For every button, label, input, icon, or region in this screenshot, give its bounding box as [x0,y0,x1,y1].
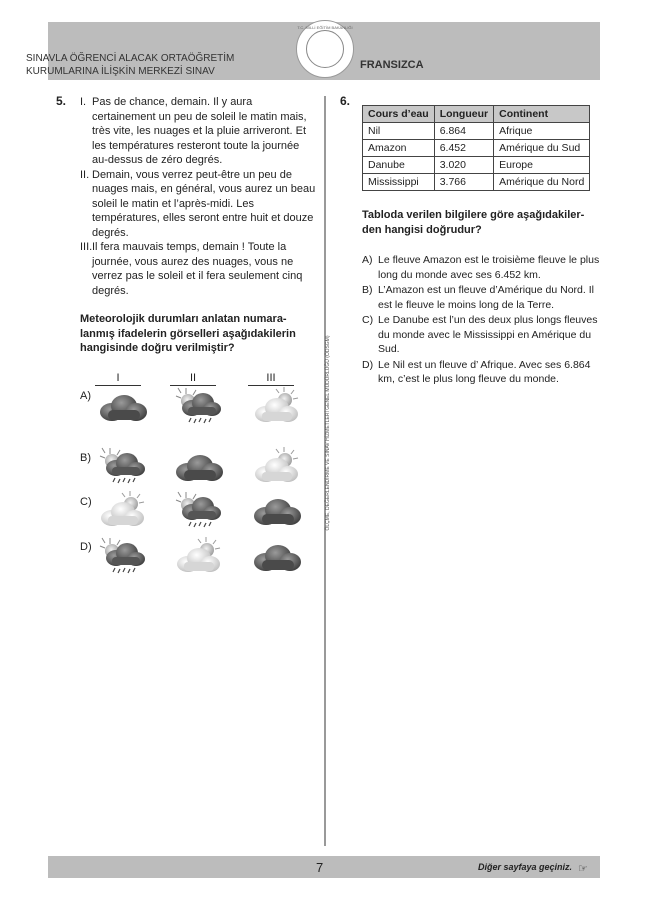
option-label: A) [362,254,373,266]
statement-label: III. [80,241,93,253]
option-d[interactable] [362,358,602,387]
question-6-prompt: Tabloda verilen bilgilere göre aşağıdakiler-den hangisi doğrudur? [362,209,585,236]
cloud-dark-icon [250,536,302,576]
sun-cloud-icon [96,490,148,530]
statement-2 [80,168,318,241]
option-b-label[interactable]: B) [80,452,91,464]
table-cell: Europe [494,157,590,174]
option-a[interactable] [362,253,602,282]
subject-title: FRANSIZCA [360,59,424,71]
question-6-options [362,253,602,388]
table-cell: Amérique du Nord [494,174,590,191]
table-cell: Danube [363,157,435,174]
emblem-text: T.C. MİLLİ EĞİTİM BAKANLIĞI [297,25,353,30]
table-row [363,157,590,174]
statement-3 [80,240,318,298]
sun-cloud-rain-icon [172,490,224,530]
table-cell: 3.766 [434,174,493,191]
cloud-dark-icon [172,446,224,486]
table-header: Cours d’eau [363,106,435,123]
table-row [363,174,590,191]
sun-cloud-icon [250,386,302,426]
table-row [363,140,590,157]
sun-cloud-icon [250,446,302,486]
table-cell: 6.452 [434,140,493,157]
pointing-hand-icon: ☞ [578,863,588,875]
statement-label: I. [80,96,87,108]
table-cell: Mississippi [363,174,435,191]
ministry-emblem [296,20,354,78]
sun-cloud-rain-icon [96,446,148,486]
option-label: B) [362,284,373,296]
table-cell: Amérique du Sud [494,140,590,157]
table-cell: 3.020 [434,157,493,174]
sun-cloud-rain-icon [96,536,148,576]
table-cell: 6.864 [434,123,493,140]
question-6-number: 6. [340,94,351,108]
statement-text: Il fera mauvais temps, demain ! Toute la journée, vous aurez des nuages, vous ne verrez pas le soleil et il fera seulement cinq degrés. [92,241,303,297]
column-header-1: I [95,372,141,386]
option-a-label[interactable]: A) [80,390,91,402]
table-header-row [363,106,590,123]
column-header-3: III [248,372,294,386]
statement-text: Demain, vous verrez peut-être un peu de nuages mais, en général, vous aurez un beau soleil le matin et l’après-midi. Les températures, elles seront entre huit et douze degrés. [92,168,316,239]
cloud-dark-icon [250,490,302,530]
table-cell: Amazon [363,140,435,157]
statement-1 [80,95,318,168]
exam-title [26,52,234,78]
option-label: D) [362,358,374,371]
question-5-prompt: Meteorolojik durumları anlatan numara-lanmış ifadelerin görselleri aşağıdakilerin hangisinde doğru verilmiştir? [80,313,296,354]
exam-title-line2: KURUMLARINA İLİŞKİN MERKEZİ SINAV [26,66,215,77]
table-header: Continent [494,106,590,123]
sidebar-credit-text: ÖLÇME, DEĞERLENDİRME VE SINAV HİZMETLERİ GENEL MÜDÜRLÜĞÜ (ÖDSGM) [325,335,331,531]
question-5-number: 5. [56,94,67,108]
exam-title-line1: SINAVLA ÖĞRENCİ ALACAK ORTAÖĞRETİM [26,53,235,64]
table-header: Longueur [434,106,493,123]
statement-text: Pas de chance, demain. Il y aura certainement un peu de soleil le matin mais, très vite, les nuages et la pluie arriveront. Et les températures resteront toute la journée au-dessus de zéro degrés. [92,96,307,166]
sun-cloud-rain-icon [172,386,224,426]
statement-label: II. [80,168,90,181]
option-text: L’Amazon est un fleuve d’Amérique du Nord. Il est le fleuve le moins long de la Terre. [378,284,594,311]
table-row [363,123,590,140]
option-label: C) [362,314,374,326]
option-c[interactable] [362,313,602,357]
sidebar-credit [306,300,348,580]
rivers-table [362,105,590,191]
next-page-note: Diğer sayfaya geçiniz. [478,862,573,872]
sun-cloud-icon [172,536,224,576]
question-5-statements [80,95,318,298]
cloud-dark-icon [96,386,148,426]
column-header-2: II [170,372,216,386]
page-number: 7 [316,860,324,875]
option-d-label[interactable]: D) [80,541,92,553]
option-c-label[interactable]: C) [80,496,92,508]
table-cell: Afrique [494,123,590,140]
table-cell: Nil [363,123,435,140]
option-text: Le Danube est l’un des deux plus longs fleuves du monde avec le Mississippi en Amérique du Sud. [378,314,598,355]
option-text: Le Nil est un fleuve d’ Afrique. Avec ses 6.864 km, c’est le plus long fleuve du monde. [378,358,591,385]
option-text: Le fleuve Amazon est le troisième fleuve le plus long du monde avec ses 6.452 km. [378,254,600,281]
option-b[interactable] [362,283,602,312]
